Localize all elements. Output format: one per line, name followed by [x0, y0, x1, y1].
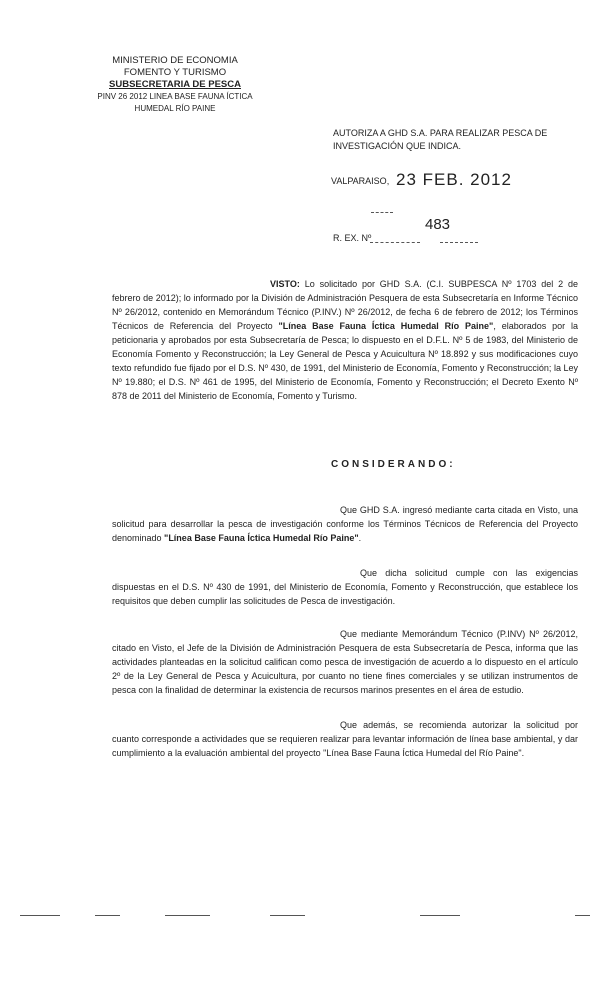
considerando-heading: CONSIDERANDO:: [331, 459, 456, 470]
footer-rule-2: [95, 915, 120, 916]
undersecretariat-name: SUBSECRETARIA DE PESCA: [109, 79, 241, 90]
resolution-underline-right: [440, 242, 478, 243]
resolution-underline-left: [370, 242, 420, 243]
file-reference-2: HUMEDAL RÍO PAINE: [134, 104, 216, 113]
file-reference: PINV 26 2012 LINEA BASE FAUNA ÍCTICA: [97, 92, 253, 101]
visto-paragraph: VISTO: Lo solicitado por GHD S.A. (C.I. SUBPESCA Nº 1703 del 2 de febrero de 2012); lo informado por la División de Administración Pesquera de esta Subsecretaría en Informe Técnico Nº 26/2012, contenido en Memorándum Técnico (P.INV.) Nº 26/2012, de fecha 6 de febrero de 2012; los Términos Técnicos de Referencia del Proyecto "Línea Base Fauna Íctica Humedal Río Paine", elaborados por la peticionaria y aprobados por esta Subsecretaría de Pesca; lo dispuesto en el D.F.L. Nº 5 de 1983, del Ministerio de Economía Fomento y Reconstrucción; la Ley General de Pesca y Acuicultura Nº 18.892 y sus modificaciones cuyo texto refundido fue fijado por el D.S. Nº 430, de 1991, del Ministerio de Economía, Fomento y Reconstrucción; la Ley Nº 19.880; el D.S. Nº 461 de 1995, del Ministerio de Economía, Fomento y Reconstrucción; el Decreto Exento Nº 878 de 2011 del Ministerio de Economía, Fomento y Turismo.: [112, 279, 578, 401]
resolution-number: 483: [425, 216, 451, 233]
ministry-name-2: FOMENTO Y TURISMO: [123, 67, 227, 78]
footer-rule-3: [165, 915, 210, 916]
document-subject: AUTORIZA A GHD S.A. PARA REALIZAR PESCA DE INVESTIGACIÓN QUE INDICA.: [333, 128, 548, 151]
ministry-name: MINISTERIO DE ECONOMIA: [112, 55, 238, 66]
visto-label: VISTO:: [270, 279, 300, 289]
footer-rule-1: [20, 915, 60, 916]
letterhead: [80, 55, 270, 115]
considerando-3: Que mediante Memorándum Técnico (P.INV) Nº 26/2012, citado en Visto, el Jefe de la División de Administración Pesquera de esta Subsecretaría de Pesca, informa que las actividades planteadas en la solicitud califican como pesca de investigación de acuerdo a lo dispuesto en el artículo 2º de la Ley General de Pesca y Acuicultura, por cuanto no tiene fines comerciales y se utilizan instrumentos de pesca con la finalidad de determinar la existencia de recursos marinos presentes en el área de estudio.: [112, 629, 578, 695]
project-name: "Línea Base Fauna Íctica Humedal Río Paine": [164, 533, 359, 543]
footer-rule-5: [420, 915, 460, 916]
considerando-2: Que dicha solicitud cumple con las exigencias dispuestas en el D.S. Nº 430 de 1991, del Ministerio de Economía, Fomento y Reconstrucción, que establece los requisitos que deben cumplir las solicitudes de Pesca de investigación.: [112, 568, 578, 606]
footer-rule-4: [270, 915, 305, 916]
project-name: "Línea Base Fauna Íctica Humedal Río Paine": [278, 321, 494, 331]
stamped-date: 23 FEB. 2012: [396, 170, 512, 189]
considerando-4: Que además, se recomienda autorizar la solicitud por cuanto corresponde a actividades que se requieren realizar para levantar información de línea base ambiental, y dar cumplimiento a la evaluación ambiental del proyecto "Línea Base Fauna Íctica Humedal del Río Paine".: [112, 720, 578, 758]
place-label: VALPARAISO,: [331, 176, 390, 186]
resolution-label: R. EX. Nº: [333, 233, 372, 243]
stamp-dash: [371, 212, 393, 213]
footer-rule-6: [575, 915, 590, 916]
considerando-1: Que GHD S.A. ingresó mediante carta citada en Visto, una solicitud para desarrollar la pesca de investigación conforme los Términos Técnicos de Referencia del Proyecto denominado "Línea Base Fauna Íctica Humedal Río Paine".: [112, 505, 578, 543]
